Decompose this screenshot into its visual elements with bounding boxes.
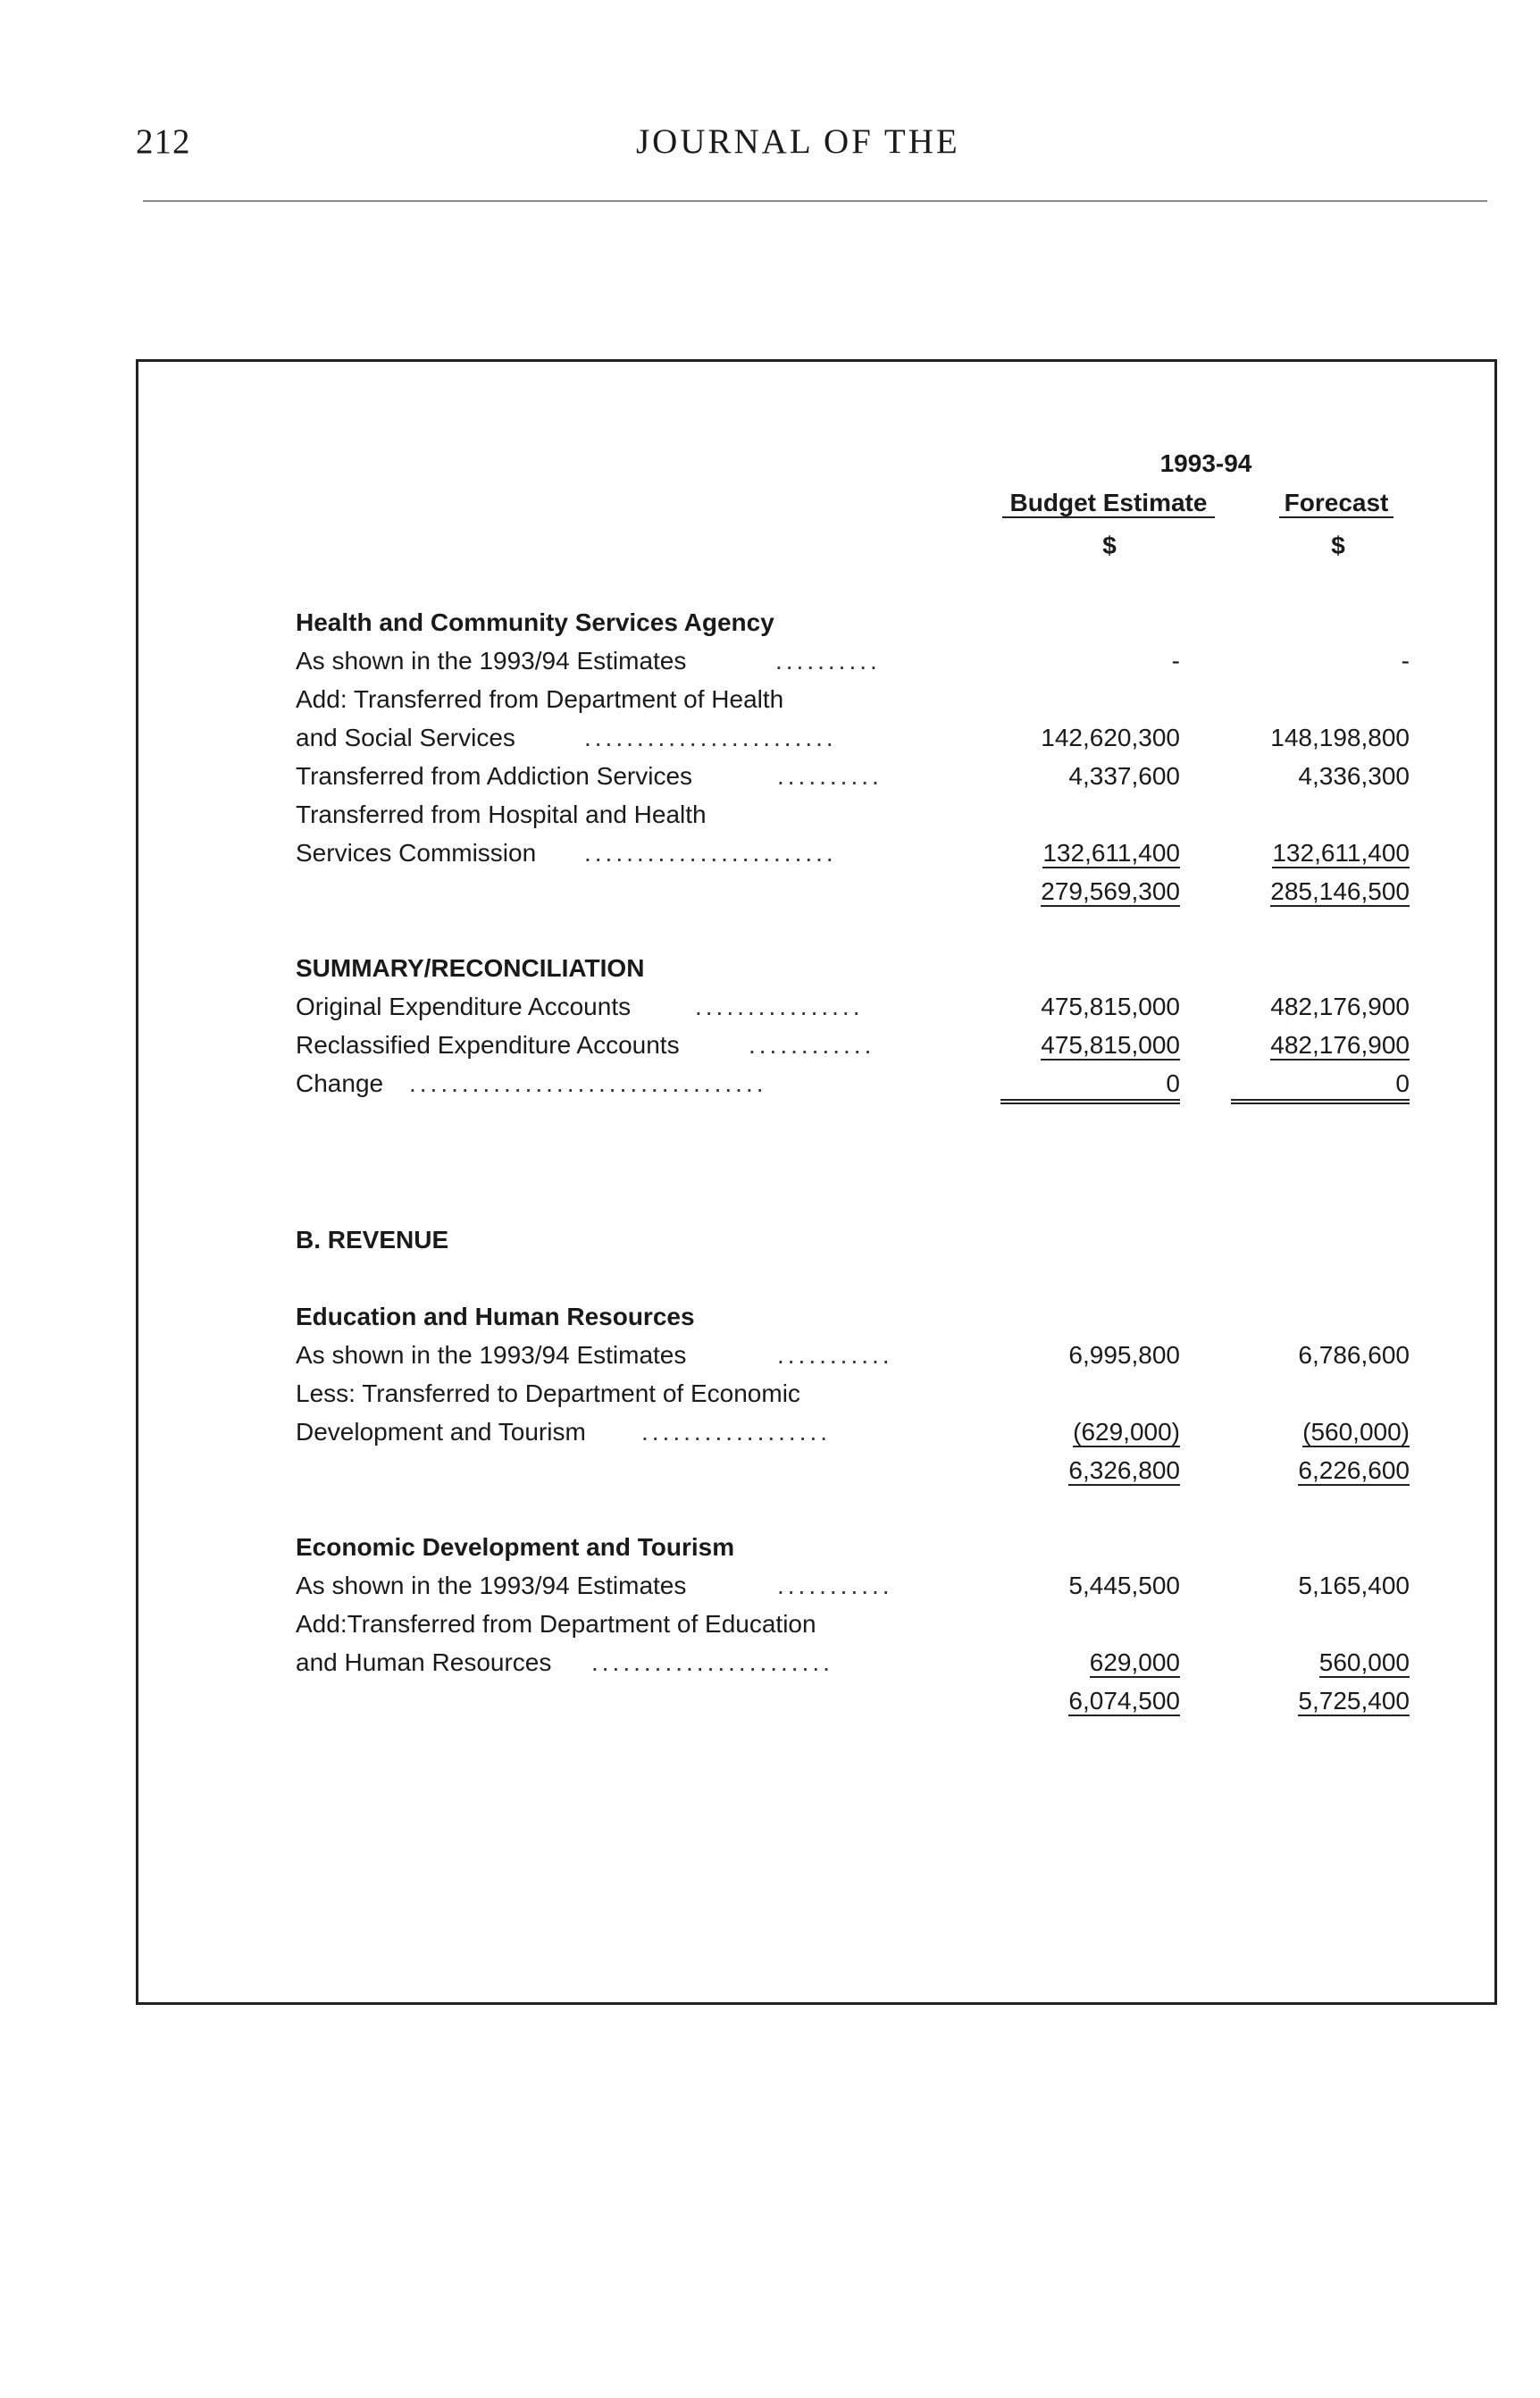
budget-value: 5,445,500 xyxy=(1068,1572,1180,1599)
budget-value: 132,611,400 xyxy=(1042,839,1180,867)
row-label: Development and Tourism xyxy=(296,1418,586,1446)
row-label: Reclassified Expenditure Accounts xyxy=(296,1031,680,1059)
forecast-value: 6,786,600 xyxy=(1298,1341,1410,1369)
row-label: As shown in the 1993/94 Estimates xyxy=(296,1572,687,1599)
row-label: Services Commission xyxy=(296,839,537,867)
page-number: 212 xyxy=(136,122,191,161)
row-label: As shown in the 1993/94 Estimates xyxy=(296,1341,687,1369)
budget-value: 0 xyxy=(1000,1069,1180,1104)
leader-dots: .................................. xyxy=(409,1069,767,1097)
budget-value: 475,815,000 xyxy=(1041,1031,1180,1059)
col-forecast-heading: Forecast xyxy=(1279,490,1394,518)
row-label: and Social Services xyxy=(296,724,515,751)
leader-dots: ................ xyxy=(695,993,864,1020)
budget-subtotal: 6,326,800 xyxy=(1068,1456,1180,1484)
section-heading-economic: Economic Development and Tourism xyxy=(296,1533,735,1561)
leader-dots: ........... xyxy=(777,1572,893,1599)
leader-dots: ........... xyxy=(777,1341,893,1369)
forecast-value: 132,611,400 xyxy=(1272,839,1410,867)
section-heading-summary: SUMMARY/RECONCILIATION xyxy=(296,954,645,982)
row-label: Less: Transferred to Department of Economic xyxy=(296,1379,800,1407)
budget-subtotal: 6,074,500 xyxy=(1068,1687,1180,1715)
section-heading-education: Education and Human Resources xyxy=(296,1303,695,1330)
section-heading-health: Health and Community Services Agency xyxy=(296,608,774,636)
row-label: and Human Resources xyxy=(296,1648,552,1676)
forecast-subtotal: 5,725,400 xyxy=(1298,1687,1410,1715)
budget-value: 6,995,800 xyxy=(1068,1341,1180,1369)
leader-dots: .......... xyxy=(775,647,881,675)
forecast-subtotal: 6,226,600 xyxy=(1298,1456,1410,1484)
budget-table-frame xyxy=(136,359,1497,2005)
leader-dots: ....................... xyxy=(591,1648,833,1676)
leader-dots: ............ xyxy=(749,1031,875,1059)
row-label: Original Expenditure Accounts xyxy=(296,993,632,1020)
row-label: Transferred from Hospital and Health xyxy=(296,801,707,828)
budget-value: 475,815,000 xyxy=(1041,993,1180,1020)
journal-title: JOURNAL OF THE xyxy=(636,122,960,161)
forecast-value: 0 xyxy=(1231,1069,1410,1104)
budget-value: - xyxy=(1171,647,1180,675)
col-forecast-currency: $ xyxy=(1331,532,1345,559)
leader-dots: .......... xyxy=(777,762,883,790)
forecast-value: - xyxy=(1401,647,1410,675)
section-heading-revenue: B. REVENUE xyxy=(296,1226,449,1254)
budget-value: 4,337,600 xyxy=(1068,762,1180,790)
row-label: Add:Transferred from Department of Education xyxy=(296,1610,816,1638)
col-budget-currency: $ xyxy=(1102,532,1117,559)
leader-dots: ........................ xyxy=(584,724,837,751)
budget-value: 142,620,300 xyxy=(1041,724,1180,751)
forecast-value: 482,176,900 xyxy=(1270,993,1410,1020)
year-heading: 1993-94 xyxy=(1159,449,1252,477)
leader-dots: .................. xyxy=(641,1418,832,1446)
forecast-value: 4,336,300 xyxy=(1298,762,1410,790)
leader-dots: ........................ xyxy=(584,839,837,867)
row-label: Transferred from Addiction Services xyxy=(296,762,693,790)
forecast-value: 482,176,900 xyxy=(1270,1031,1410,1059)
budget-value: (629,000) xyxy=(1073,1418,1180,1446)
forecast-value: (560,000) xyxy=(1302,1418,1410,1446)
forecast-value: 560,000 xyxy=(1318,1648,1410,1676)
page-header xyxy=(136,122,1494,175)
forecast-value: 5,165,400 xyxy=(1298,1572,1410,1599)
forecast-subtotal: 285,146,500 xyxy=(1270,877,1410,905)
col-budget-estimate-heading: Budget Estimate xyxy=(1002,490,1215,518)
row-label: Change xyxy=(296,1069,384,1097)
budget-subtotal: 279,569,300 xyxy=(1041,877,1180,905)
row-label: Add: Transferred from Department of Health xyxy=(296,685,784,713)
budget-value: 629,000 xyxy=(1089,1648,1180,1676)
header-rule xyxy=(143,200,1487,202)
forecast-value: 148,198,800 xyxy=(1270,724,1410,751)
row-label: As shown in the 1993/94 Estimates xyxy=(296,647,687,675)
